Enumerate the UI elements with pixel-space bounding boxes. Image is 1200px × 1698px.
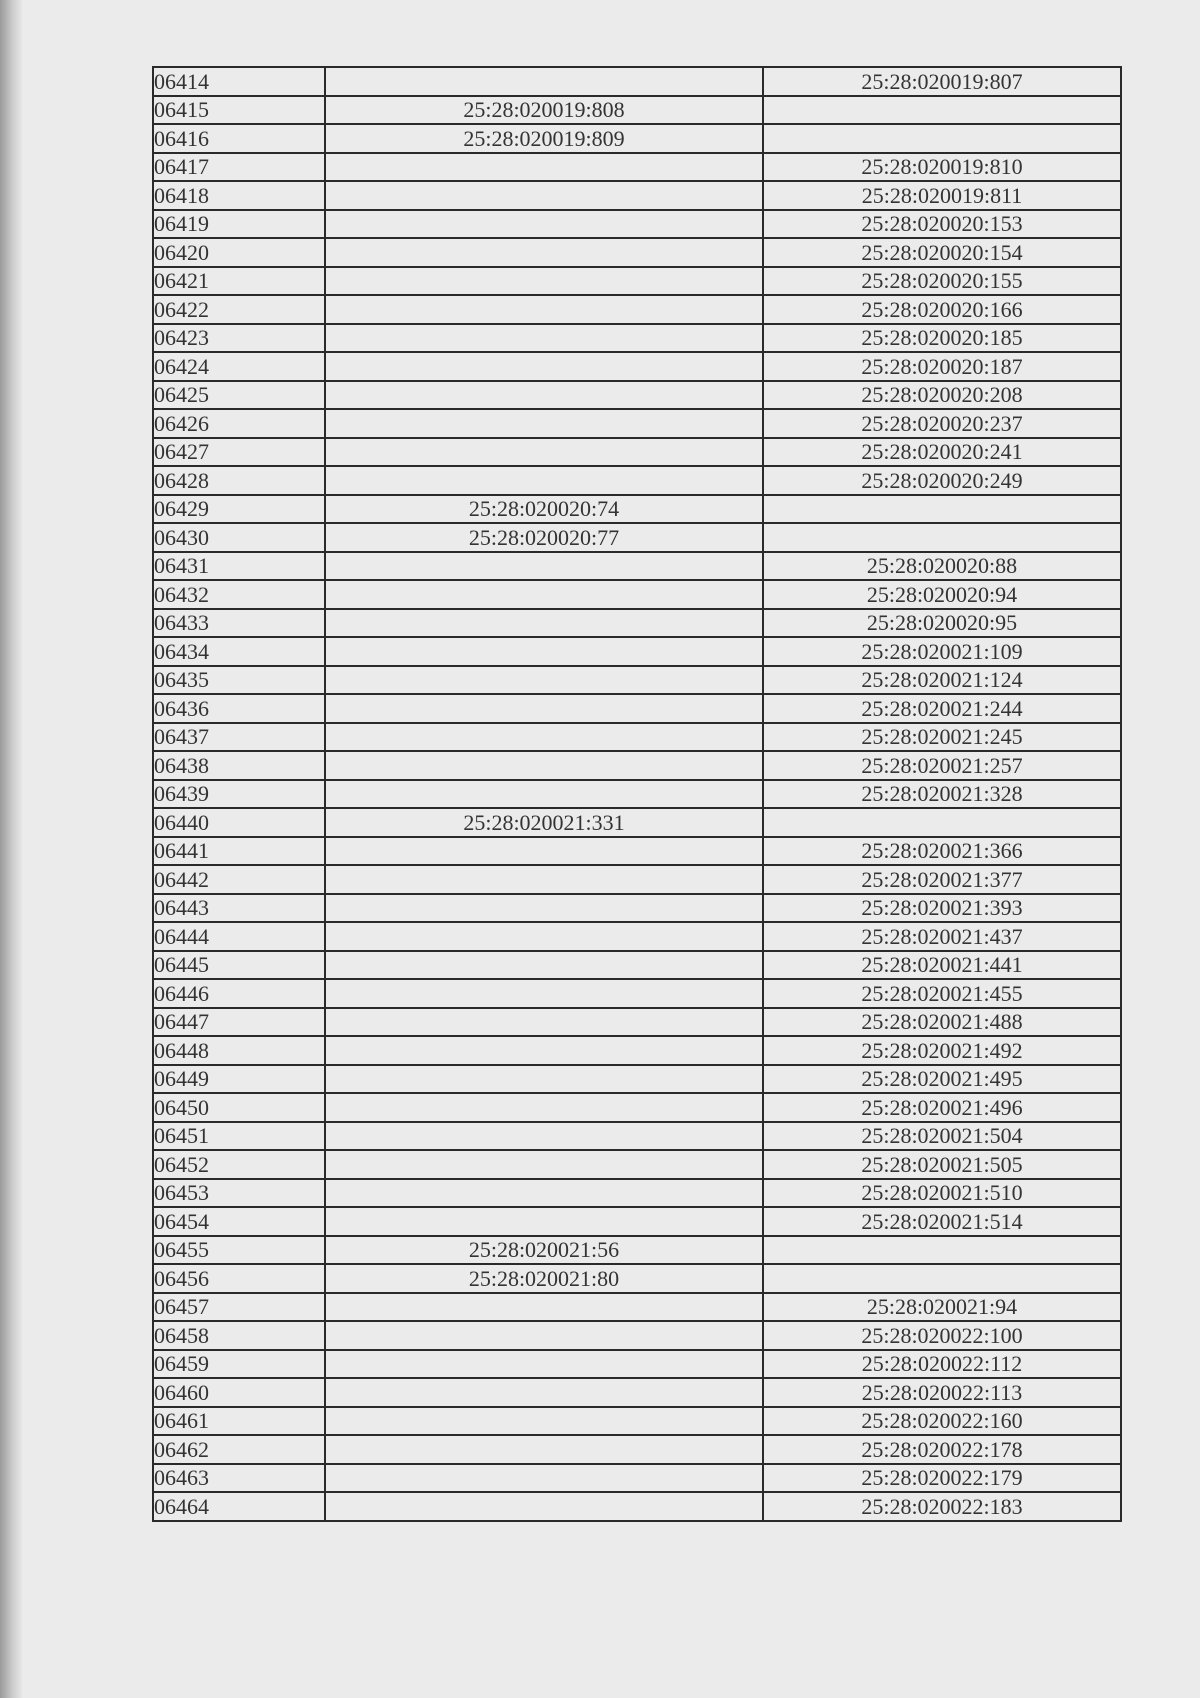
cadastral-number-cell-b: 25:28:020020:94 [763,580,1121,609]
cadastral-number-cell-b [763,523,1121,552]
cadastral-number-cell-a [325,181,763,210]
cadastral-number-cell-b: 25:28:020022:160 [763,1407,1121,1436]
cadastral-number-cell-b: 25:28:020020:155 [763,267,1121,296]
table-row [153,751,1121,780]
row-number-cell: 06449 [153,1065,325,1094]
cadastral-number-cell-a [325,751,763,780]
cadastral-number-cell-b: 25:28:020020:154 [763,238,1121,267]
cadastral-number-cell-a [325,1065,763,1094]
table-row [153,1008,1121,1037]
cadastral-number-cell-b: 25:28:020021:245 [763,723,1121,752]
cadastral-number-cell-b [763,124,1121,153]
row-number-cell: 06417 [153,153,325,182]
row-number-cell: 06458 [153,1321,325,1350]
cadastral-number-cell-b: 25:28:020019:807 [763,67,1121,96]
row-number-cell: 06460 [153,1378,325,1407]
row-number-cell: 06418 [153,181,325,210]
cadastral-number-cell-b: 25:28:020021:377 [763,865,1121,894]
table-row [153,609,1121,638]
row-number-cell: 06438 [153,751,325,780]
cadastral-number-cell-a [325,609,763,638]
row-number-cell: 06439 [153,780,325,809]
table-row [153,1207,1121,1236]
row-number-cell: 06436 [153,694,325,723]
row-number-cell: 06422 [153,295,325,324]
table-row [153,1122,1121,1151]
cadastral-number-cell-a [325,238,763,267]
cadastral-number-cell-b: 25:28:020020:88 [763,552,1121,581]
row-number-cell: 06452 [153,1150,325,1179]
row-number-cell: 06432 [153,580,325,609]
cadastral-number-cell-b: 25:28:020021:393 [763,894,1121,923]
table-row [153,1065,1121,1094]
row-number-cell: 06462 [153,1435,325,1464]
table-row [153,1350,1121,1379]
row-number-cell: 06414 [153,67,325,96]
row-number-cell: 06441 [153,837,325,866]
cadastral-number-cell-a [325,865,763,894]
table-body [153,67,1121,1521]
cadastral-number-table [152,66,1122,1522]
row-number-cell: 06446 [153,979,325,1008]
row-number-cell: 06431 [153,552,325,581]
table-row [153,181,1121,210]
cadastral-number-cell-a [325,1207,763,1236]
cadastral-number-cell-b: 25:28:020020:237 [763,409,1121,438]
table-row [153,1407,1121,1436]
row-number-cell: 06433 [153,609,325,638]
cadastral-number-cell-b: 25:28:020020:208 [763,381,1121,410]
cadastral-number-cell-a [325,894,763,923]
row-number-cell: 06454 [153,1207,325,1236]
cadastral-number-cell-b [763,808,1121,837]
table-row [153,1093,1121,1122]
row-number-cell: 06461 [153,1407,325,1436]
table-row [153,267,1121,296]
row-number-cell: 06427 [153,438,325,467]
cadastral-number-cell-b: 25:28:020020:249 [763,466,1121,495]
cadastral-number-cell-b: 25:28:020020:95 [763,609,1121,638]
cadastral-number-cell-a [325,1036,763,1065]
cadastral-number-cell-b: 25:28:020021:244 [763,694,1121,723]
row-number-cell: 06444 [153,922,325,951]
cadastral-number-cell-a: 25:28:020020:77 [325,523,763,552]
cadastral-number-cell-a [325,723,763,752]
row-number-cell: 06448 [153,1036,325,1065]
cadastral-number-cell-b: 25:28:020021:257 [763,751,1121,780]
row-number-cell: 06459 [153,1350,325,1379]
cadastral-number-cell-b: 25:28:020020:153 [763,210,1121,239]
cadastral-number-cell-a [325,951,763,980]
row-number-cell: 06434 [153,637,325,666]
cadastral-number-cell-a [325,1008,763,1037]
cadastral-number-cell-a [325,438,763,467]
cadastral-number-cell-a [325,637,763,666]
table-row [153,694,1121,723]
table-row [153,865,1121,894]
row-number-cell: 06457 [153,1293,325,1322]
cadastral-number-cell-b [763,1236,1121,1265]
cadastral-number-cell-b: 25:28:020019:811 [763,181,1121,210]
cadastral-number-cell-b: 25:28:020021:109 [763,637,1121,666]
cadastral-number-cell-a [325,466,763,495]
cadastral-number-cell-a [325,979,763,1008]
cadastral-number-cell-b: 25:28:020019:810 [763,153,1121,182]
row-number-cell: 06447 [153,1008,325,1037]
row-number-cell: 06455 [153,1236,325,1265]
table-row [153,723,1121,752]
table-row [153,523,1121,552]
table-row [153,780,1121,809]
row-number-cell: 06450 [153,1093,325,1122]
table-row [153,295,1121,324]
cadastral-number-cell-a [325,1464,763,1493]
cadastral-number-cell-b: 25:28:020021:514 [763,1207,1121,1236]
row-number-cell: 06419 [153,210,325,239]
cadastral-number-cell-b: 25:28:020021:366 [763,837,1121,866]
table-row [153,1236,1121,1265]
row-number-cell: 06440 [153,808,325,837]
cadastral-number-cell-a [325,153,763,182]
table-row [153,1293,1121,1322]
table-row [153,1150,1121,1179]
cadastral-number-cell-a [325,580,763,609]
row-number-cell: 06420 [153,238,325,267]
table-row [153,808,1121,837]
row-number-cell: 06429 [153,495,325,524]
row-number-cell: 06426 [153,409,325,438]
cadastral-number-cell-a [325,1492,763,1521]
cadastral-number-cell-b: 25:28:020021:510 [763,1179,1121,1208]
cadastral-number-cell-b: 25:28:020020:185 [763,324,1121,353]
row-number-cell: 06463 [153,1464,325,1493]
cadastral-number-cell-a [325,267,763,296]
table-row [153,153,1121,182]
cadastral-number-cell-b: 25:28:020021:441 [763,951,1121,980]
cadastral-number-cell-a [325,295,763,324]
row-number-cell: 06435 [153,666,325,695]
row-number-cell: 06416 [153,124,325,153]
cadastral-number-cell-a [325,922,763,951]
row-number-cell: 06443 [153,894,325,923]
cadastral-number-cell-a [325,1350,763,1379]
cadastral-number-cell-b: 25:28:020022:100 [763,1321,1121,1350]
table-row [153,580,1121,609]
cadastral-number-cell-a: 25:28:020020:74 [325,495,763,524]
cadastral-number-cell-a: 25:28:020021:331 [325,808,763,837]
row-number-cell: 06437 [153,723,325,752]
cadastral-number-cell-a [325,1179,763,1208]
table-row [153,1264,1121,1293]
table-row [153,352,1121,381]
table-row [153,466,1121,495]
cadastral-number-cell-b: 25:28:020020:241 [763,438,1121,467]
cadastral-number-cell-a [325,780,763,809]
cadastral-number-cell-a [325,210,763,239]
cadastral-number-cell-b: 25:28:020022:179 [763,1464,1121,1493]
cadastral-number-cell-b [763,1264,1121,1293]
cadastral-number-cell-b: 25:28:020020:166 [763,295,1121,324]
table-row [153,979,1121,1008]
table-row [153,124,1121,153]
cadastral-number-cell-b: 25:28:020022:113 [763,1378,1121,1407]
table-row [153,552,1121,581]
cadastral-number-cell-a [325,1150,763,1179]
row-number-cell: 06430 [153,523,325,552]
row-number-cell: 06425 [153,381,325,410]
table-row [153,1378,1121,1407]
table-row [153,438,1121,467]
cadastral-number-cell-a: 25:28:020019:808 [325,96,763,125]
table-row [153,894,1121,923]
cadastral-number-cell-a: 25:28:020021:56 [325,1236,763,1265]
cadastral-number-cell-b: 25:28:020021:495 [763,1065,1121,1094]
table-row [153,666,1121,695]
cadastral-number-cell-b: 25:28:020021:505 [763,1150,1121,1179]
table-row [153,837,1121,866]
cadastral-number-cell-a: 25:28:020021:80 [325,1264,763,1293]
cadastral-number-cell-b: 25:28:020021:94 [763,1293,1121,1322]
table-row [153,67,1121,96]
cadastral-number-cell-b: 25:28:020021:492 [763,1036,1121,1065]
cadastral-number-cell-a [325,1293,763,1322]
cadastral-number-cell-a [325,837,763,866]
cadastral-number-cell-b [763,495,1121,524]
cadastral-number-cell-b: 25:28:020021:437 [763,922,1121,951]
row-number-cell: 06456 [153,1264,325,1293]
cadastral-number-cell-a [325,1321,763,1350]
cadastral-number-cell-b: 25:28:020020:187 [763,352,1121,381]
cadastral-number-cell-b: 25:28:020021:328 [763,780,1121,809]
table-row [153,1492,1121,1521]
table-row [153,637,1121,666]
row-number-cell: 06424 [153,352,325,381]
table-row [153,1036,1121,1065]
cadastral-number-cell-b: 25:28:020021:496 [763,1093,1121,1122]
cadastral-number-cell-b: 25:28:020021:504 [763,1122,1121,1151]
cadastral-number-cell-a [325,352,763,381]
cadastral-number-cell-b: 25:28:020021:124 [763,666,1121,695]
table-row [153,381,1121,410]
row-number-cell: 06423 [153,324,325,353]
table-row [153,324,1121,353]
row-number-cell: 06428 [153,466,325,495]
table-row [153,951,1121,980]
row-number-cell: 06445 [153,951,325,980]
cadastral-number-cell-a [325,1378,763,1407]
table-row [153,409,1121,438]
table-row [153,210,1121,239]
row-number-cell: 06453 [153,1179,325,1208]
table-row [153,1435,1121,1464]
cadastral-number-cell-a [325,1407,763,1436]
cadastral-number-cell-a [325,409,763,438]
cadastral-number-cell-a [325,1435,763,1464]
table-row [153,922,1121,951]
cadastral-number-cell-a [325,324,763,353]
row-number-cell: 06451 [153,1122,325,1151]
cadastral-number-cell-a: 25:28:020019:809 [325,124,763,153]
cadastral-number-cell-b: 25:28:020021:488 [763,1008,1121,1037]
cadastral-number-cell-a [325,552,763,581]
table-row [153,1179,1121,1208]
row-number-cell: 06442 [153,865,325,894]
cadastral-number-cell-a [325,694,763,723]
table-row [153,495,1121,524]
cadastral-number-cell-b: 25:28:020021:455 [763,979,1121,1008]
table-row [153,1464,1121,1493]
cadastral-number-cell-b: 25:28:020022:178 [763,1435,1121,1464]
cadastral-number-cell-a [325,67,763,96]
row-number-cell: 06415 [153,96,325,125]
cadastral-number-cell-a [325,1093,763,1122]
cadastral-number-cell-b: 25:28:020022:183 [763,1492,1121,1521]
cadastral-number-cell-a [325,666,763,695]
table-row [153,96,1121,125]
cadastral-number-cell-b: 25:28:020022:112 [763,1350,1121,1379]
cadastral-number-cell-a [325,1122,763,1151]
table-row [153,1321,1121,1350]
row-number-cell: 06464 [153,1492,325,1521]
row-number-cell: 06421 [153,267,325,296]
cadastral-number-cell-b [763,96,1121,125]
cadastral-number-cell-a [325,381,763,410]
table-row [153,238,1121,267]
